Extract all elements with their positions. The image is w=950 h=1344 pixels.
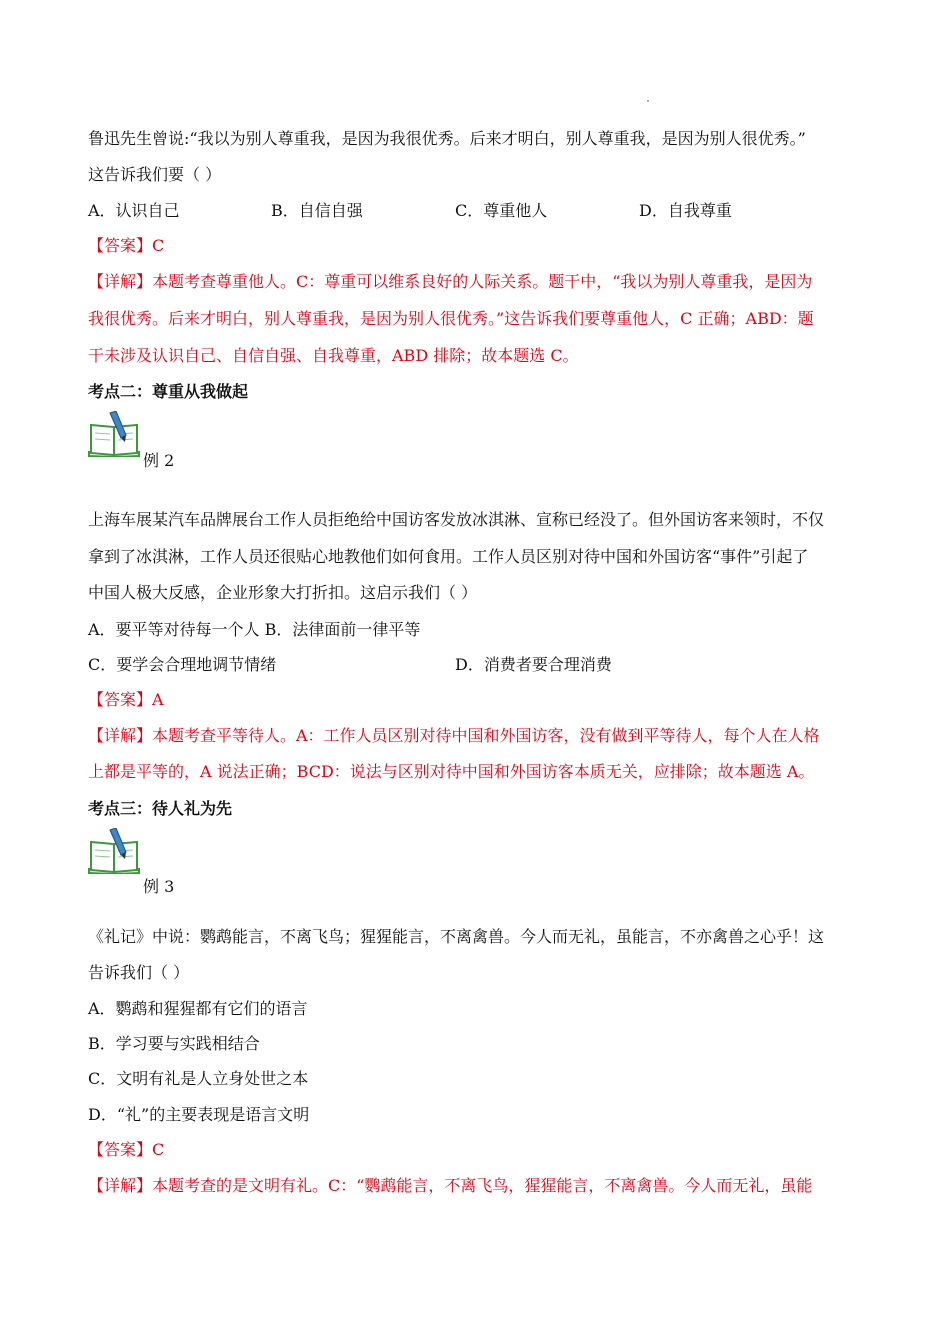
- q2-option-d: D．消费者要合理消费: [455, 655, 612, 674]
- q3-stem-line-1: 《礼记》中说：鹦鹉能言，不离飞鸟；猩猩能言，不离禽兽。今人而无礼，虽能言，不亦禽兽之心乎！这: [88, 927, 825, 946]
- q3-detail-line-1: 【详解】本题考查的是文明有礼。C：“鹦鹉能言，不离飞鸟，猩猩能言，不离禽兽。今人而无礼，虽能: [88, 1176, 813, 1195]
- q1-option-d: D．自我尊重: [639, 201, 732, 220]
- q3-stem-line-2: 告诉我们（ ）: [88, 963, 190, 982]
- q1-answer: 【答案】C: [88, 236, 165, 255]
- q2-options-ab: A．要平等对待每一个人 B．法律面前一律平等: [88, 620, 421, 639]
- header-mark: [647, 100, 649, 102]
- q2-stem-line-2: 拿到了冰淇淋，工作人员还很贴心地教他们如何食用。工作人员区别对待中国和外国访客“事件”引起了: [88, 547, 809, 566]
- q1-stem-line-1: 鲁迅先生曾说:“我以为别人尊重我，是因为我很优秀。后来才明白，别人尊重我，是因为别人很优秀。”: [88, 129, 806, 148]
- section-2-heading: 考点二：尊重从我做起: [88, 382, 249, 401]
- q2-option-c: C．要学会合理地调节情绪: [88, 655, 277, 674]
- q1-option-a: A．认识自己: [88, 201, 180, 220]
- book-pencil-icon: [88, 411, 140, 457]
- q2-detail-line-2: 上都是平等的，A 说法正确；BCD：说法与区别对待中国和外国访客本质无关，应排除；故本题选 A。: [88, 762, 815, 781]
- q1-detail-line-1: 【详解】本题考查尊重他人。C：尊重可以维系良好的人际关系。题干中，“我以为别人尊重我，是因为: [88, 272, 813, 291]
- q1-detail-line-2: 我很优秀。后来才明白，别人尊重我，是因为别人很优秀。”这告诉我们要尊重他人，C 正确；ABD：题: [88, 309, 814, 328]
- section-3-heading: 考点三：待人礼为先: [88, 799, 233, 818]
- example-3-label: 例 3: [143, 877, 175, 896]
- q2-stem-line-3: 中国人极大反感，企业形象大打折扣。这启示我们（ ）: [88, 583, 478, 602]
- q2-answer: 【答案】A: [88, 690, 164, 709]
- q3-answer: 【答案】C: [88, 1140, 165, 1159]
- q1-detail-line-3: 干未涉及认识自己、自信自强、自我尊重，ABD 排除；故本题选 C。: [88, 346, 579, 365]
- q1-option-c: C．尊重他人: [455, 201, 548, 220]
- q1-option-b: B．自信自强: [271, 201, 363, 220]
- q3-option-b: B．学习要与实践相结合: [88, 1034, 260, 1053]
- q3-option-c: C．文明有礼是人立身处世之本: [88, 1069, 309, 1088]
- q3-option-d: D．“礼”的主要表现是语言文明: [88, 1105, 310, 1124]
- q2-stem-line-1: 上海车展某汽车品牌展台工作人员拒绝给中国访客发放冰淇淋、宣称已经没了。但外国访客来领时，不仅: [88, 510, 825, 529]
- q3-option-a: A．鹦鹉和猩猩都有它们的语言: [88, 999, 308, 1018]
- example-2-label: 例 2: [143, 451, 175, 470]
- q2-detail-line-1: 【详解】本题考查平等待人。A：工作人员区别对待中国和外国访客，没有做到平等待人，每个人在人格: [88, 726, 820, 745]
- q1-stem-line-2: 这告诉我们要（ ）: [88, 165, 222, 184]
- book-pencil-icon: [88, 828, 140, 874]
